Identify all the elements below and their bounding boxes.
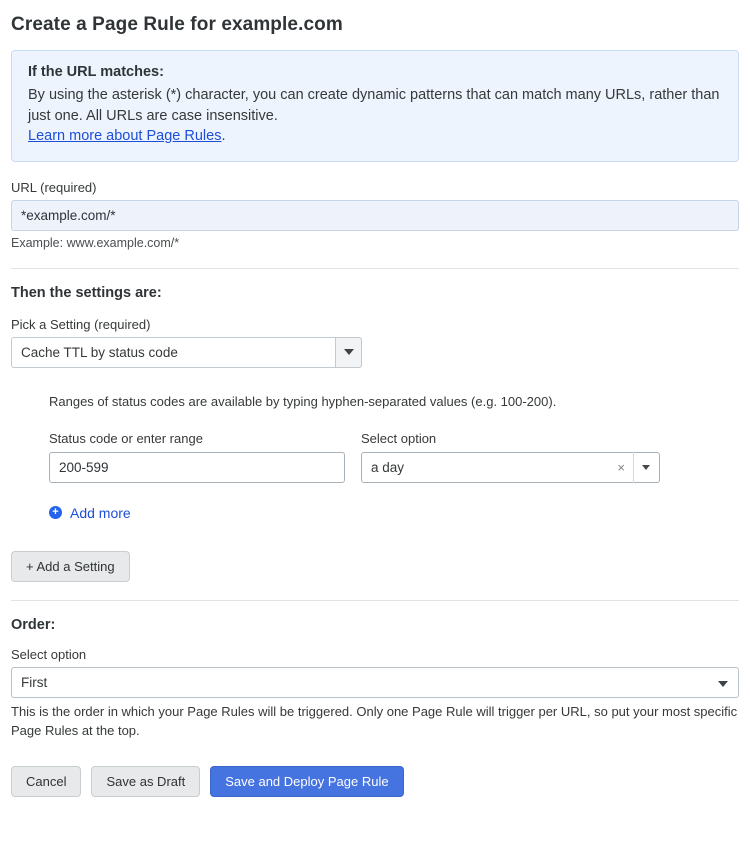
- url-match-info-box: [11, 50, 739, 162]
- ttl-option-value: a day: [371, 459, 405, 475]
- cancel-button[interactable]: Cancel: [11, 766, 81, 797]
- add-setting-wrap: [11, 551, 739, 582]
- status-fields-row: [49, 431, 739, 483]
- clear-icon[interactable]: ×: [617, 459, 625, 475]
- pick-setting-label: Pick a Setting (required): [11, 316, 151, 332]
- info-box-text: By using the asterisk (*) character, you can create dynamic patterns that can match many URLs, rather than just one. All URLs are case insensitive.: [28, 87, 720, 124]
- status-code-label: Status code or enter range: [49, 430, 203, 446]
- ttl-option-label: Select option: [361, 430, 437, 446]
- order-hint: This is the order in which your Page Rules will be triggered. Only one Page Rule will trigger per URL, so put your most specific Page Rules at the top.: [11, 703, 738, 738]
- pick-setting-select[interactable]: Cache TTL by status code: [11, 337, 362, 368]
- order-section-title: Order:: [11, 616, 56, 633]
- info-box-body: [28, 85, 722, 147]
- range-note: Ranges of status codes are available by typing hyphen-separated values (e.g. 100-200).: [49, 393, 557, 409]
- ttl-option-combobox[interactable]: [361, 452, 660, 483]
- url-input[interactable]: [11, 200, 739, 231]
- learn-more-link[interactable]: Learn more about Page Rules: [28, 128, 222, 145]
- url-field-label: URL (required): [11, 179, 97, 195]
- save-as-draft-button[interactable]: Save as Draft: [91, 766, 200, 797]
- order-select-value: First: [21, 674, 48, 690]
- divider-order: [11, 600, 739, 601]
- plus-icon: +: [49, 506, 62, 519]
- settings-section-title: Then the settings are:: [11, 284, 162, 301]
- info-box-heading: If the URL matches:: [28, 64, 164, 80]
- chevron-down-icon[interactable]: [718, 681, 728, 687]
- status-code-field-group: [49, 431, 345, 483]
- page-title: Create a Page Rule for example.com: [11, 14, 343, 35]
- info-link-suffix: .: [221, 128, 226, 145]
- chevron-down-icon[interactable]: [642, 465, 650, 470]
- pick-setting-select-wrap[interactable]: [11, 337, 362, 368]
- divider-settings: [11, 268, 739, 269]
- add-more-label: Add more: [70, 504, 131, 521]
- chevron-down-icon[interactable]: [335, 337, 362, 368]
- url-example-hint: Example: www.example.com/*: [11, 235, 180, 250]
- add-a-setting-button[interactable]: + Add a Setting: [11, 551, 130, 582]
- status-code-settings: [49, 394, 739, 521]
- combo-divider: [633, 452, 634, 483]
- order-select[interactable]: [11, 667, 739, 698]
- form-footer: [11, 766, 739, 797]
- add-more-button[interactable]: [49, 505, 739, 521]
- ttl-option-field-group: [361, 431, 660, 483]
- save-and-deploy-button[interactable]: Save and Deploy Page Rule: [210, 766, 403, 797]
- order-select-label: Select option: [11, 646, 87, 662]
- status-code-input[interactable]: [49, 452, 345, 483]
